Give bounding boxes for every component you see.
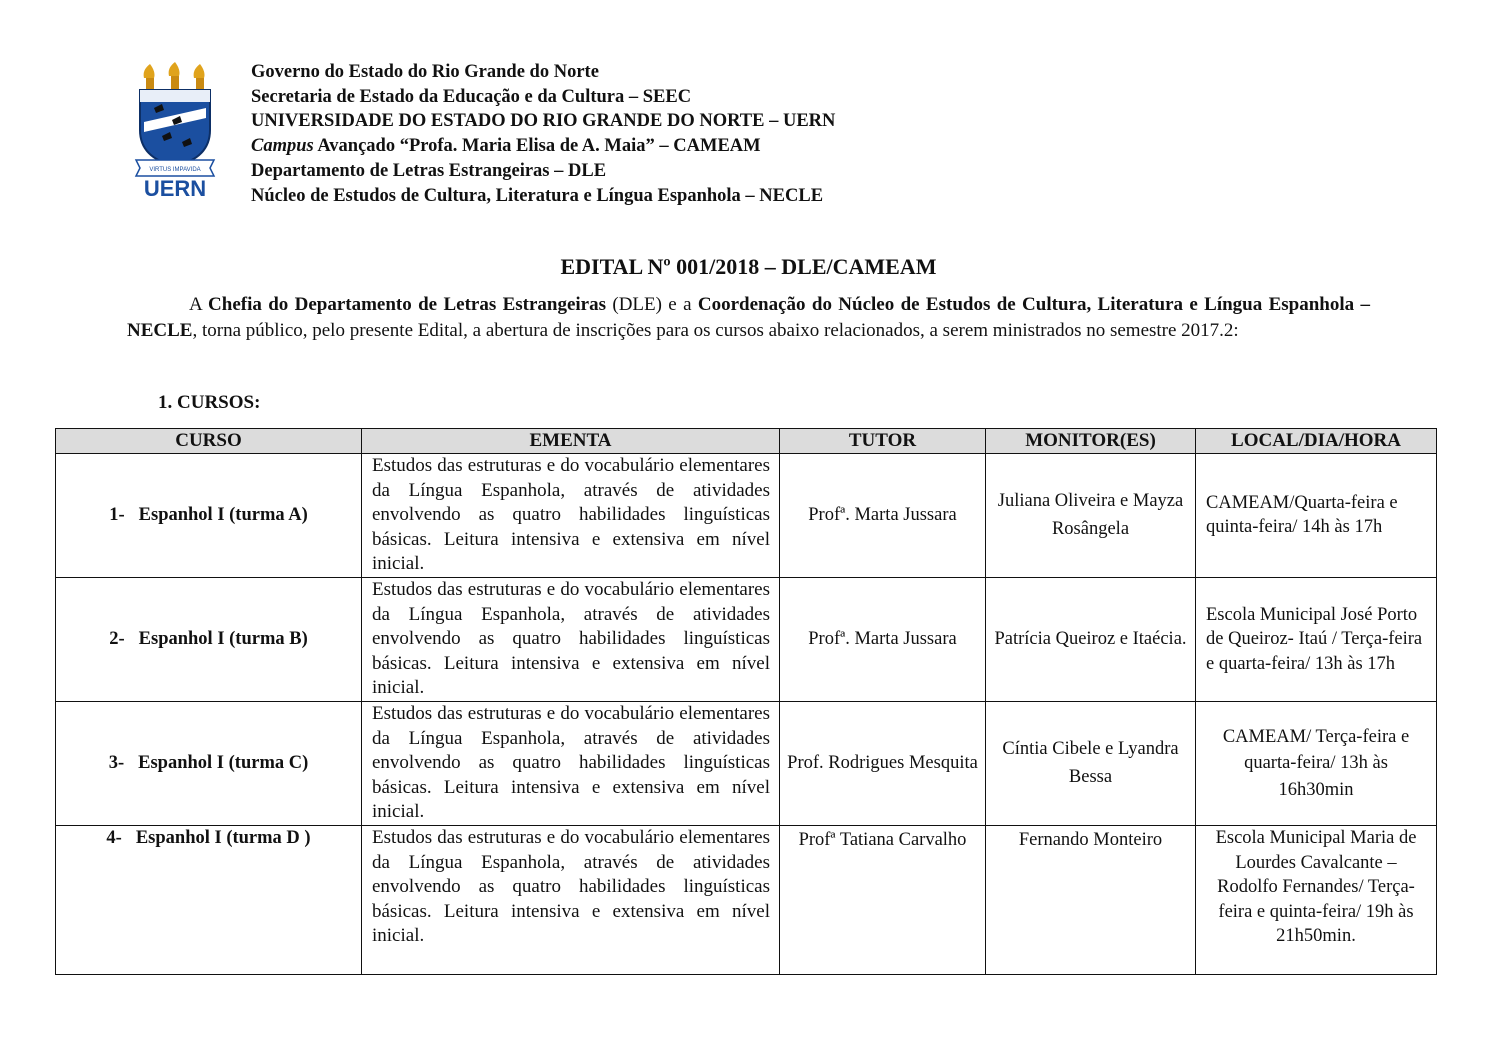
course-cell — [56, 454, 362, 578]
local-cell: CAMEAM/Quarta-feira e quinta-feira/ 14h às 17h — [1196, 454, 1437, 578]
torch-icon — [144, 62, 205, 90]
course-name: Espanhol I (turma A) — [138, 504, 308, 525]
table-row — [56, 701, 1437, 825]
intro-text: A — [189, 294, 209, 315]
local-cell: Escola Municipal Maria de Lourdes Cavalcante – Rodolfo Fernandes/ Terça-feira e quinta-feira/ 19h às 21h50min. — [1196, 825, 1437, 974]
ementa-cell: Estudos das estruturas e do vocabulário elementares da Língua Espanhola, através de atividades envolvendo as quatro habilidades linguísticas básicas. Leitura intensiva e extensiva em nível inicial. — [362, 825, 780, 974]
course-cell — [56, 701, 362, 825]
logo-text: UERN — [143, 176, 207, 200]
intro-bold: Chefia do Departamento de Letras Estrangeiras — [208, 294, 607, 315]
course-cell — [56, 825, 362, 974]
intro-text: (DLE) e a — [606, 294, 698, 315]
tutor-cell: Prof. Rodrigues Mesquita — [780, 701, 986, 825]
uern-logo — [132, 60, 218, 200]
header-line: Governo do Estado do Rio Grande do Norte — [251, 62, 599, 82]
header-campus-italic: Campus — [251, 136, 314, 157]
table-header-row — [56, 429, 1437, 454]
intro-bold: Coordenação do Núcleo de Estudos de Cultura, Literatura e Língua Espanhola – NECLE — [127, 294, 1370, 341]
courses-table — [55, 428, 1437, 975]
local-cell: CAMEAM/ Terça-feira e quarta-feira/ 13h às 16h30min — [1196, 701, 1437, 825]
column-header: EMENTA — [362, 429, 780, 454]
tutor-cell: Profª Tatiana Carvalho — [780, 825, 986, 974]
course-number: 2- — [109, 628, 125, 649]
table-row — [56, 825, 1437, 974]
monitor-cell: Patrícia Queiroz e Itaécia. — [986, 577, 1196, 701]
column-header: CURSO — [56, 429, 362, 454]
header-line: UNIVERSIDADE DO ESTADO DO RIO GRANDE DO NORTE – UERN — [251, 111, 836, 132]
course-number: 4- — [106, 827, 122, 848]
section-heading: 1. CURSOS: — [158, 392, 261, 413]
intro-paragraph — [127, 292, 1370, 343]
header-line: Núcleo de Estudos de Cultura, Literatura e Língua Espanhola – NECLE — [251, 185, 824, 206]
institution-header — [251, 60, 835, 208]
logo-motto: VIRTUS IMPAVIDA — [149, 167, 201, 173]
column-header: MONITOR(ES) — [986, 429, 1196, 454]
monitor-cell: Cíntia Cibele e Lyandra Bessa — [986, 701, 1196, 825]
monitor-cell: Juliana Oliveira e Mayza Rosângela — [986, 454, 1196, 578]
course-cell — [56, 577, 362, 701]
course-name: Espanhol I (turma C) — [138, 752, 309, 773]
monitor-cell: Fernando Monteiro — [986, 825, 1196, 974]
tutor-cell: Profª. Marta Jussara — [780, 577, 986, 701]
document-title: EDITAL Nº 001/2018 – DLE/CAMEAM — [560, 254, 937, 279]
header-line: Departamento de Letras Estrangeiras – DLE — [251, 160, 607, 181]
column-header: LOCAL/DIA/HORA — [1196, 429, 1437, 454]
table-row — [56, 577, 1437, 701]
intro-text: , torna público, pelo presente Edital, a abertura de inscrições para os cursos abaixo relacionados, a serem ministrados no semestre 2017.2: — [192, 319, 1239, 341]
ementa-cell: Estudos das estruturas e do vocabulário elementares da Língua Espanhola, através de atividades envolvendo as quatro habilidades linguísticas básicas. Leitura intensiva e extensiva em nível inicial. — [362, 454, 780, 578]
ementa-cell: Estudos das estruturas e do vocabulário elementares da Língua Espanhola, através de atividades envolvendo as quatro habilidades linguísticas básicas. Leitura intensiva e extensiva em nível inicial. — [362, 577, 780, 701]
tutor-cell: Profª. Marta Jussara — [780, 454, 986, 578]
local-cell: Escola Municipal José Porto de Queiroz- Itaú / Terça-feira e quarta-feira/ 13h às 17h — [1196, 577, 1437, 701]
column-header: TUTOR — [780, 429, 986, 454]
course-number: 1- — [109, 504, 125, 525]
header-line: Secretaria de Estado da Educação e da Cultura – SEEC — [251, 86, 692, 107]
ementa-cell: Estudos das estruturas e do vocabulário elementares da Língua Espanhola, através de atividades envolvendo as quatro habilidades linguísticas básicas. Leitura intensiva e extensiva em nível inicial. — [362, 701, 780, 825]
header-line — [251, 134, 835, 159]
table-row — [56, 454, 1437, 578]
header-campus-rest: Avançado “Profa. Maria Elisa de A. Maia” – CAMEAM — [313, 136, 761, 157]
course-name: Espanhol I (turma B) — [138, 628, 308, 649]
course-name: Espanhol I (turma D ) — [135, 827, 311, 848]
course-number: 3- — [108, 752, 125, 773]
